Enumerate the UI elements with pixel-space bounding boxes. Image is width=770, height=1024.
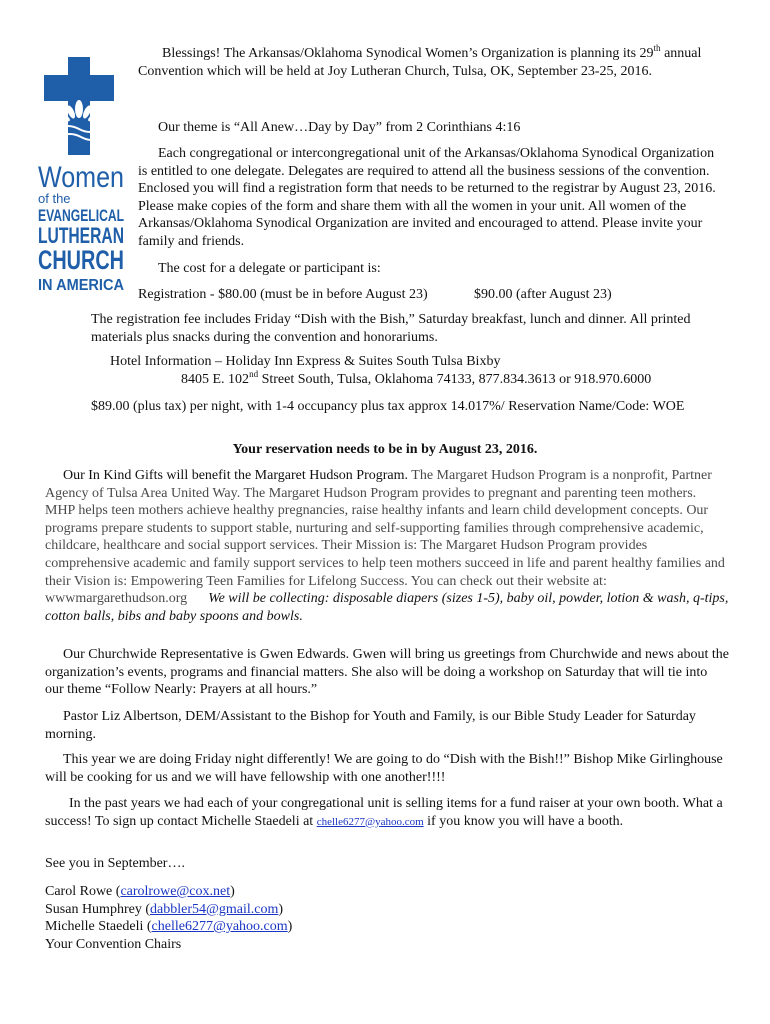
chairs-list bbox=[45, 883, 645, 953]
registration-early: Registration - $80.00 (must be in before August 23) bbox=[138, 287, 428, 302]
svg-text:of the: of the bbox=[38, 191, 71, 206]
michelle-email-link[interactable]: chelle6277@yahoo.com bbox=[151, 919, 288, 935]
fundraiser-email-link[interactable]: chelle6277@yahoo.com bbox=[316, 815, 424, 828]
chair-susan: Susan Humphrey (dabbler54@gmail.com) bbox=[45, 901, 284, 917]
registration-late: $90.00 (after August 23) bbox=[474, 287, 612, 302]
signature: Your Convention Chairs bbox=[45, 936, 182, 952]
in-kind-paragraph bbox=[45, 467, 729, 625]
chair-carol: Carol Rowe (carolrowe@cox.net) bbox=[45, 884, 235, 899]
in-kind-body: The Margaret Hudson Program is a nonprofit, Partner Agency of Tulsa Area United Way. The Margaret Hudson Program provides to pregnant and parenting teen mothers. MHP helps teen mothers achieve healthy pregnancies, raise healthy infants and learn child development concepts. Our programs prepare students to support stable, nurturing and self-supporting families through comprehensive academic, childcare, healthcare and social support services. Their Mission is: The Margaret Hudson Program provides comprehensive academic and family support services to help teen mothers succeed in life and parent healthy families and their Vision is: Empowering Teen Families for Lifelong Success. You can check out their website at: wwwmargarethudson.org bbox=[45, 468, 725, 607]
churchwide-paragraph: Our Churchwide Representative is Gwen Edwards. Gwen will bring us greetings from Churchwide and news about the organization’s events, programs and financial matters. She also will be doing a workshop on Saturday that will tie into our theme “Follow Nearly: Prayers at all hours.” bbox=[45, 647, 730, 698]
svg-text:CHURCH: CHURCH bbox=[38, 245, 124, 275]
theme-text: Our theme is “All Anew…Day by Day” from 2 Corinthians 4:16 bbox=[158, 120, 521, 135]
cost-intro: The cost for a delegate or participant is: bbox=[158, 261, 381, 276]
hotel-name: Hotel Information – Holiday Inn Express & Suites South Tulsa Bixby bbox=[110, 354, 501, 369]
chair-michelle: Michelle Staedeli (chelle6277@yahoo.com) bbox=[45, 919, 293, 935]
svg-text:Women: Women bbox=[38, 161, 124, 194]
delegates-paragraph: Each congregational or intercongregational unit of the Arkansas/Oklahoma Synodical Organization is entitled to one delegate. Delegates are required to attend all the business sessions of the convention. Enclosed you will find a registration form that needs to be returned to the registrar by August 23, 2016. Please make copies of the form and share them with all the women in your unit. All women of the Arkansas/Oklahoma Synodical Organization are invited and encouraged to attend. Please invite your family and friends. bbox=[138, 146, 716, 249]
fee-includes: The registration fee includes Friday “Dish with the Bish,” Saturday breakfast, lunch and dinner. All printed materials plus snacks during the convention and honorariums. bbox=[91, 312, 691, 345]
intro-paragraph: Blessings! The Arkansas/Oklahoma Synodical Women’s Organization is planning its 29th annual Convention which will be held at Joy Lutheran Church, Tulsa, OK, September 23-25, 2016. bbox=[138, 43, 702, 79]
svg-text:LUTHERAN: LUTHERAN bbox=[38, 223, 124, 248]
hotel-rate: $89.00 (plus tax) per night, with 1-4 occupancy plus tax approx 14.017%/ Reservation Name/Code: WOE bbox=[91, 399, 685, 414]
fundraiser-paragraph: In the past years we had each of your congregational unit is selling items for a fund raiser at your own booth. What a success! To sign up contact Michelle Staedeli at chelle6277@yahoo.com if you know you will have a booth. bbox=[45, 796, 723, 829]
carol-email-link[interactable]: carolrowe@cox.net bbox=[120, 884, 231, 899]
reservation-deadline: Your reservation needs to be in by August 23, 2016. bbox=[232, 442, 538, 457]
friday-paragraph: This year we are doing Friday night differently! We are going to do “Dish with the Bish!!” Bishop Mike Girlinghouse will be cooking for us and we will have fellowship with one another!!!! bbox=[45, 752, 723, 785]
collecting-list: We will be collecting: disposable diapers (sizes 1-5), baby oil, powder, lotion & wash, q-tips, cotton balls, bibs and baby spoons and bowls. bbox=[45, 591, 729, 624]
svg-text:EVANGELICAL: EVANGELICAL bbox=[38, 206, 124, 225]
svg-text:IN AMERICA: IN AMERICA bbox=[38, 277, 125, 294]
see-you-text: See you in September…. bbox=[45, 856, 185, 871]
welca-logo bbox=[38, 57, 126, 300]
bible-study-paragraph: Pastor Liz Albertson, DEM/Assistant to the Bishop for Youth and Family, is our Bible Study Leader for Saturday morning. bbox=[45, 709, 696, 742]
susan-email-link[interactable]: dabbler54@gmail.com bbox=[150, 901, 279, 917]
in-kind-lead: Our In Kind Gifts will benefit the Margaret Hudson Program. bbox=[63, 468, 409, 483]
hotel-address: 8405 E. 102nd Street South, Tulsa, Oklahoma 74133, 877.834.3613 or 918.970.6000 bbox=[181, 369, 652, 387]
